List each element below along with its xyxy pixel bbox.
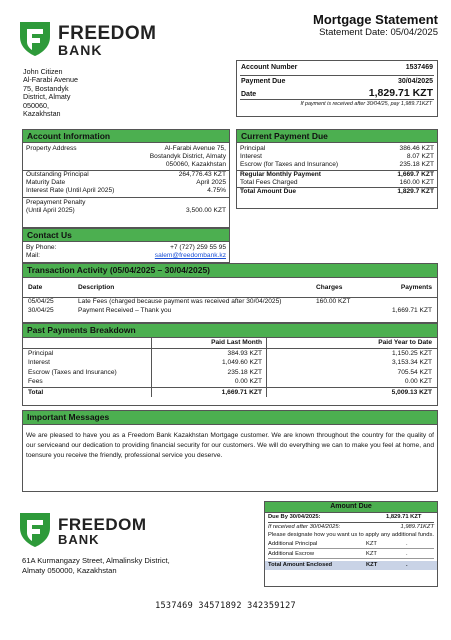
micr-line: 1537469 34571892 342359127 (155, 601, 296, 611)
property-address-line: Bostandyk District, Almaty (149, 153, 226, 160)
current-payment-box (236, 129, 438, 209)
additional-escrow-label: Additional Escrow (268, 551, 315, 557)
property-address-line: 050060, Kazakhstan (165, 161, 226, 168)
due-by-label: Due By 30/04/2025: (268, 514, 321, 520)
account-info-row: Outstanding Principal 264,776.43 KZT (26, 171, 226, 178)
coupon-header: Amount Due (265, 502, 437, 513)
current-payment-header: Current Payment Due (237, 130, 437, 143)
bank-logo (20, 22, 50, 61)
customer-address-line: 050060, (23, 100, 49, 110)
property-address-label: Property Address (26, 145, 77, 152)
prepayment-penalty-period: (Until April 2025) (26, 206, 75, 214)
past-payments-header-row: Paid Last Month Paid Year to Date (23, 338, 437, 348)
customer-address-line: Kazakhstan (23, 109, 61, 119)
bank-name-line1-bottom: FREEDOM (58, 515, 147, 534)
customer-name: John Citizen (23, 67, 63, 76)
regular-payment-label: Regular Monthly Payment (240, 170, 321, 178)
account-information-header: Account Information (23, 130, 229, 143)
table-row: Escrow (Taxes and Insurance) 235.18 KZT 705.54 KZT (23, 368, 437, 378)
bank-name-line2: BANK (58, 42, 103, 58)
statement-date: Statement Date: 05/04/2025 (319, 27, 438, 38)
additional-principal-currency: KZT (366, 541, 377, 547)
total-enclosed-label: Total Amount Enclosed (268, 562, 333, 568)
phone-number[interactable]: +7 (727) 259 55 95 (170, 244, 226, 251)
bank-name-line1: FREEDOM (58, 23, 157, 44)
past-payments-header: Past Payments Breakdown (23, 324, 437, 338)
total-enclosed-input[interactable]: . (406, 562, 408, 568)
amount-due: 1,829.71 KZT (368, 87, 433, 100)
additional-principal-label: Additional Principal (268, 541, 318, 547)
payment-row: Interest 8.07 KZT (240, 153, 434, 161)
phone-label: By Phone: (26, 244, 57, 251)
additional-escrow-currency: KZT (366, 551, 377, 557)
table-row: Fees 0.00 KZT 0.00 KZT (23, 377, 437, 387)
payment-coupon-box (264, 501, 438, 587)
bank-address: 61A Kurmangazy Street, Almalinsky District, Almaty 050000, Kazakhstan (22, 556, 170, 575)
transaction-activity-box (22, 263, 438, 323)
customer-address-line: District, Almaty (23, 92, 71, 102)
mail-label: Mail: (26, 252, 40, 260)
customer-address (23, 68, 78, 118)
additional-principal-input[interactable]: . (406, 541, 408, 547)
account-summary-box (236, 60, 438, 117)
payment-due-date: 30/04/2025 (397, 78, 433, 86)
payment-row: Escrow (for Taxes and Insurance) 235.18 KZT (240, 161, 434, 169)
designate-note: Please designate how you want us to apply any additional funds. (268, 532, 434, 538)
account-info-row: Interest Rate (Until April 2025) 4.75% (26, 187, 226, 195)
date-label: Date (241, 91, 257, 99)
prepayment-penalty-label: Prepayment Penalty (26, 198, 86, 206)
total-enclosed-currency: KZT (366, 562, 378, 568)
payment-due-label: Payment Due (241, 78, 286, 86)
bank-shield-icon (20, 513, 50, 547)
property-address-line: Al-Farabi Avenue 75, (164, 145, 226, 152)
statement-title: Mortgage Statement (313, 12, 438, 27)
table-row: 30/04/25 Payment Received – Thank you 1,669.71 KZT (28, 306, 432, 314)
if-received-value: 1,989.71KZT (400, 524, 434, 530)
account-number-label: Account Number (241, 64, 298, 71)
past-payments-table (23, 338, 437, 397)
transaction-table (23, 284, 437, 291)
total-amount-due-label: Total Amount Due (240, 188, 297, 196)
email-link[interactable]: salem@freedombank.kz (154, 252, 226, 260)
account-info-row: Maturity Date April 2025 (26, 179, 226, 187)
contact-header: Contact Us (23, 229, 229, 242)
transaction-header-row: Date Description Charges Payments (28, 284, 432, 291)
important-messages-box (22, 410, 438, 492)
table-row: Principal 384.93 KZT 1,150.25 KZT (23, 348, 437, 358)
transaction-activity-header: Transaction Activity (05/04/2025 – 30/04/2025) (23, 264, 437, 278)
if-received-label: If received after 30/04/2025: (268, 524, 341, 530)
important-messages-header: Important Messages (23, 411, 437, 425)
customer-address-line: 75, Bostandyk (23, 83, 69, 93)
bank-name-line2-bottom: BANK (58, 532, 100, 547)
past-payments-box (22, 323, 438, 406)
due-by-value: 1,829.71 KZT (386, 514, 422, 520)
payment-row: Principal 386.46 KZT (240, 145, 434, 152)
total-fees-label: Total Fees Charged (240, 178, 298, 186)
important-messages-body: We are pleased to have you as a Freedom Bank Kazakhstan Mortgage customer. We are known throughout the country for the quality of our serviceand our dedication to providing financial security for our customers. We will do everything we can to make you feel at home, and toensure you receive the friendly, professional service you deserve. (26, 432, 434, 460)
total-fees-value: 160.00 KZT (399, 178, 434, 186)
regular-payment-value: 1,669.7 KZT (397, 170, 434, 178)
late-payment-note: If payment is received after 30/04/25, pay 1,989.71KZT (300, 101, 432, 108)
customer-address-line: Al-Farabi Avenue (23, 75, 79, 85)
bank-logo-bottom (20, 513, 50, 552)
account-number: 1537469 (405, 64, 433, 71)
prepayment-penalty-value: 3,500.00 KZT (186, 206, 226, 214)
table-row: 05/04/25 Late Fees (charged because payment was received after 30/04/2025) 160.00 KZT (28, 298, 351, 305)
total-amount-due-value: 1,829.7 KZT (397, 188, 434, 196)
account-information-box (22, 129, 230, 228)
bank-shield-icon (20, 22, 50, 56)
past-payments-total-row: Total 1,669.71 KZT 5,009.13 KZT (23, 387, 437, 397)
additional-escrow-input[interactable]: . (406, 551, 408, 557)
table-row: Interest 1,049.60 KZT 3,153.34 KZT (23, 358, 437, 368)
contact-box (22, 228, 230, 263)
